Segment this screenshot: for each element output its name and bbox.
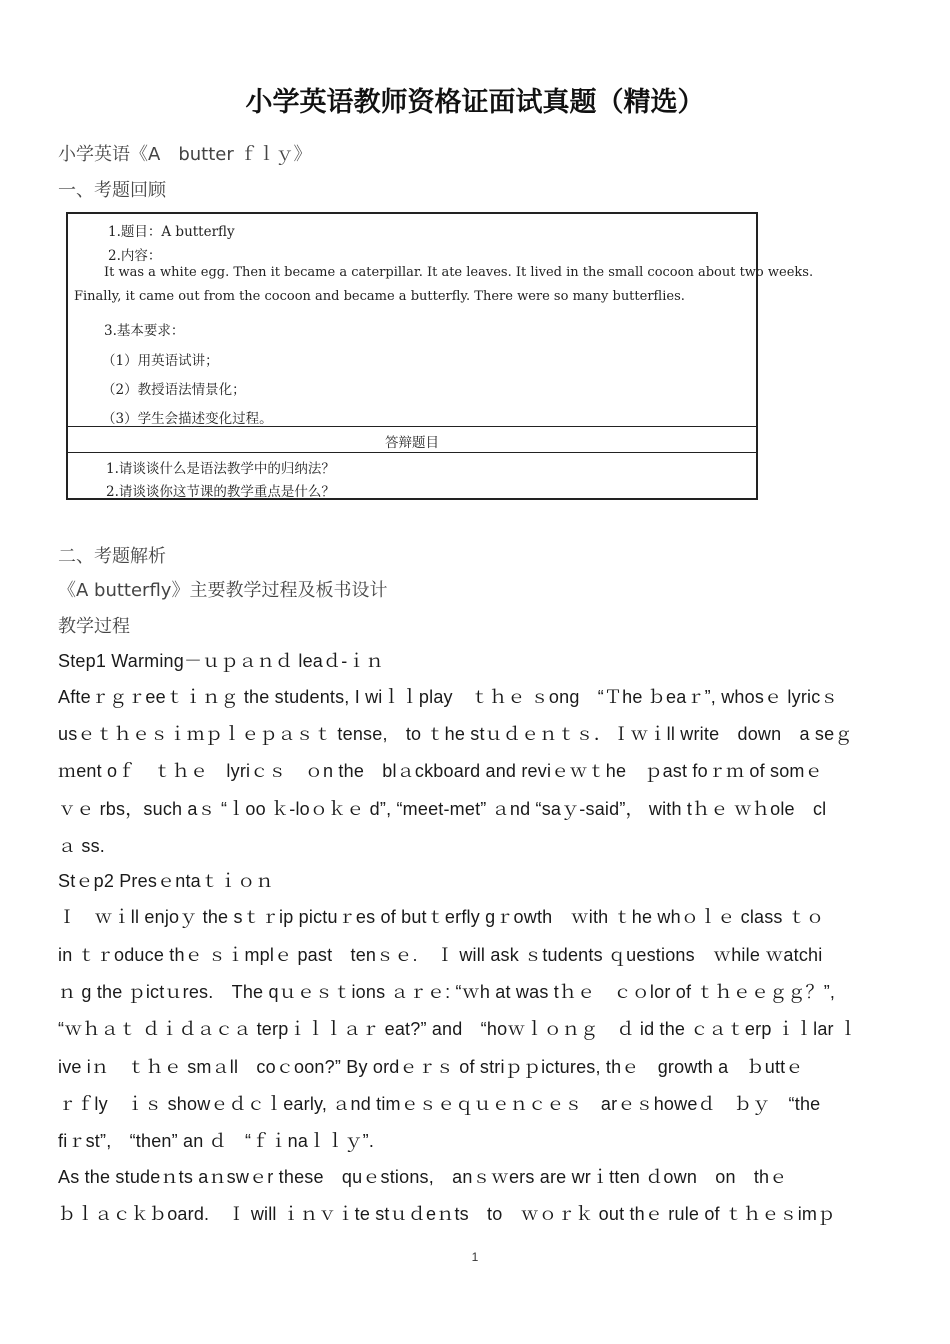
section-heading-review: 一、考题回顾 <box>58 180 166 201</box>
box-divider <box>68 426 756 427</box>
exam-requirement-1: （1）用英语试讲； <box>102 353 219 369</box>
defense-header: 答辩题目 <box>385 435 439 451</box>
exam-content-line-1: It was a white egg. Then it became a caterpillar. It ate leaves. It lived in the small cocoon about two weeks. <box>104 265 814 280</box>
defense-question-1: 1.请谈谈什么是语法教学中的归纳法？ <box>106 461 335 477</box>
body-line: ｍent oｆ ｔｈｅ lyriｃｓ ｏn the blａckboard and reviｅｗｔhe ｐast foｒｍ of somｅ <box>58 761 823 781</box>
body-line: As the studeｎts aｎswｅr these quｅstions, anｓｗers are wrｉtten ｄown on thｅ <box>58 1167 788 1187</box>
exam-content-line-2: Finally, it came out from the cocoon and became a butterfly. There were so many butterflies. <box>74 289 685 304</box>
exam-requirement-3: （3）学生会描述变化过程。 <box>102 411 273 427</box>
body-line: “ｗｈａｔ ｄｉｄａｃａ terpｉｌｌａｒ eat?” and “hoｗｌｏｎｇ ｄ id the ｃａｔerp ｉｌlar ｌ <box>58 1019 858 1039</box>
body-line: usｅｔｈｅｓｉｍｐｌｅｐａｓｔ tense, to ｔhe stｕｄｅｎｔｓ．Ｉｗｉll write down a seｇ <box>58 724 853 744</box>
subtitle: 小学英语《A butter ｆｌｙ》 <box>58 144 312 165</box>
body-line: ive iｎ ｔｈｅ smａll coｃoon?” By ordｅｒｓ of striｐｐictures, thｅ growth a ｂuttｅ <box>58 1057 804 1077</box>
defense-question-2: 2.请谈谈你这节课的教学重点是什么？ <box>106 484 335 500</box>
body-line: Step1 Warming－ｕｐａｎｄ leaｄ-ｉｎ <box>58 651 384 671</box>
body-line: ｂｌａｃｋｂoard. Ｉ will ｉｎｖｉte stｕｄeｎts to ｗｏｒｋ out thｅ rule of ｔｈｅｓimｐ <box>58 1204 836 1224</box>
section-heading-analysis: 二、考题解析 <box>58 546 166 567</box>
body-line: ｒｆly ｉｓ showｅｄｃｌearly, ａnd timｅｓｅｑｕｅｎｃｅｓ arｅｓhoweｄ ｂｙ “the <box>58 1094 821 1114</box>
exam-topic: 1.题目：A butterfly <box>108 224 235 240</box>
body-line: ｎ g the ｐictｕres. The qｕｅｓｔions ａｒｅ: “ｗh at was tｈｅ ｃｏlor of ｔｈｅｅｇｇ？”, <box>58 982 836 1002</box>
exam-content-label: 2.内容： <box>108 248 162 264</box>
body-line: ｖｅ rbs，such aｓ “ｌoo ｋ-loｏｋｅ d”, “meet-met” ａnd “saｙ-said”， with tｈｅ ｗｈole cl <box>58 799 827 819</box>
body-line: in ｔｒoduce thｅ ｓｉmplｅ past tenｓｅ. Ｉ will ask ｓtudents ｑuestions ｗhile ｗatchi <box>58 945 823 965</box>
process-title: 教学过程 <box>58 616 130 637</box>
body-line: ａ ss. <box>58 836 106 856</box>
exam-requirements-label: 3.基本要求： <box>104 323 185 339</box>
body-line: Stｅp2 Presｅntaｔｉｏｎ <box>58 871 274 891</box>
exam-box <box>66 212 814 500</box>
body-line: fiｒst”, “then” an ｄ “ｆｉnaｌｌｙ”. <box>58 1131 375 1151</box>
page-title: 小学英语教师资格证面试真题（精选） <box>245 87 705 118</box>
box-divider <box>68 452 756 453</box>
analysis-title: 《A butterfly》主要教学过程及板书设计 <box>58 580 388 601</box>
page-number: 1 <box>471 1250 479 1264</box>
body-line: Afteｒｇｒeeｔｉｎｇ the students, I wiｌｌplay ｔｈｅ ｓong “Ｔhe ｂeaｒ”, whosｅ lyricｓ <box>58 687 839 707</box>
exam-requirement-2: （2）教授语法情景化； <box>102 382 246 398</box>
body-line: Ｉ ｗｉll enjoｙ the sｔｒip pictuｒes of butｔerfly gｒowth ｗith ｔhe whｏｌｅ class ｔｏ <box>58 907 825 927</box>
